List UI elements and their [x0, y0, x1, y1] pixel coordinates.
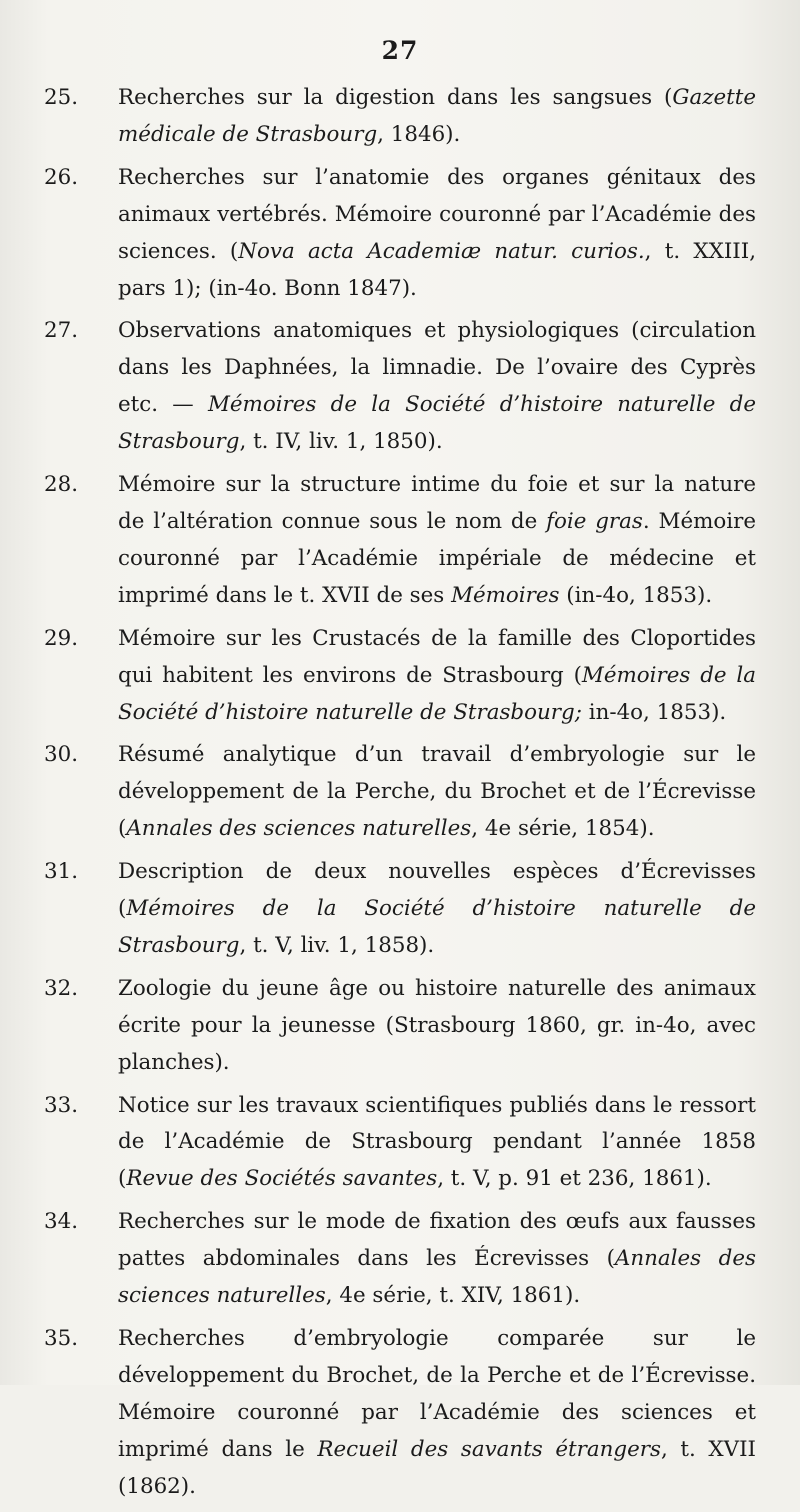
- entry-text: Notice sur les travaux scientifiques publiés dans le ressort de l’Académie de Strasbourg pendant l’année 1858 (: [118, 1092, 756, 1192]
- list-item: [44, 467, 756, 615]
- list-item: [44, 1321, 756, 1506]
- list-item: [44, 854, 756, 965]
- entry-number: 27.: [44, 318, 79, 344]
- entry-tail-2: (in-4o, 1853).: [559, 582, 713, 608]
- entry-italic: Mémoires de la Société d’histoire naturelle de Strasbourg: [118, 896, 756, 958]
- entry-number: 30.: [44, 742, 79, 768]
- list-item: [44, 160, 756, 308]
- entry-text: Mémoire sur les Crustacés de la famille des Cloportides qui habitent les environs de Strasbourg (: [118, 625, 756, 688]
- entry-text: Recherches sur la digestion dans les sangsues (: [118, 85, 673, 110]
- entry-italic: Nova acta Academiæ natur. curios.: [238, 238, 645, 264]
- list-item: [44, 80, 756, 154]
- entry-tail: , 4e série, t. XIV, 1861).: [325, 1283, 581, 1309]
- entry-tail: in-4o, 1853).: [581, 699, 727, 725]
- entry-text: Recherches d’embryologie comparée sur le développement du Brochet, de la Perche et de l’Écrevisse. Mémoire couronné par l’Académie des sciences et imprimé dans le: [118, 1326, 756, 1462]
- entry-italic: Revue des Sociétés savantes: [126, 1166, 438, 1192]
- entry-number: 29.: [44, 625, 79, 651]
- bibliography-list: [44, 80, 756, 1512]
- entry-text: Recherches sur l’anatomie des organes génitaux des animaux vertébrés. Mémoire couronné par l’Académie des sciences. (: [118, 164, 756, 264]
- entry-tail: , t. V, p. 91 et 236, 1861).: [437, 1166, 712, 1192]
- entry-italic: Annales des sciences naturelles: [126, 816, 472, 842]
- entry-text: Description de deux nouvelles espèces d’Écrevisses (: [118, 859, 756, 922]
- list-item: [44, 313, 756, 461]
- entry-italic-2: Mémoires: [451, 582, 560, 608]
- entry-text: Zoologie du jeune âge ou histoire naturelle des animaux écrite pour la jeunesse (Strasbourg 1860, gr. in-4o, avec planches).: [118, 975, 756, 1075]
- entry-tail: , t. XVII (1862).: [118, 1436, 756, 1499]
- entry-tail: , t. V, liv. 1, 1858).: [239, 932, 435, 958]
- entry-tail: , 4e série, 1854).: [471, 816, 655, 842]
- entry-text: Recherches sur le mode de fixation des œufs aux fausses pattes abdominales dans les Écrevisses (: [118, 1209, 756, 1272]
- entry-italic: Annales des sciences naturelles: [118, 1246, 756, 1309]
- entry-number: 25.: [44, 85, 79, 110]
- entry-italic: Mémoires de la Société d’histoire naturelle de Strasbourg: [118, 392, 756, 455]
- page-number: 27: [381, 36, 419, 65]
- entry-number: 35.: [44, 1326, 79, 1351]
- list-item: [44, 621, 756, 732]
- entry-text: Résumé analytique d’un travail d’embryologie sur le développement de la Perche, du Brochet et de l’Écrevisse (: [118, 742, 756, 842]
- entry-tail: , t. IV, liv. 1, 1850).: [239, 429, 443, 455]
- entry-number: 33.: [44, 1092, 79, 1118]
- entry-number: 28.: [44, 472, 79, 498]
- list-item: [44, 737, 756, 848]
- entry-number: 31.: [44, 859, 79, 885]
- entry-italic: foie gras: [546, 508, 643, 534]
- list-item: [44, 1088, 756, 1199]
- entry-tail: . Mémoire couronné par l’Académie impériale de médecine et imprimé dans le t. XVII de ses: [118, 508, 756, 608]
- entry-tail: , t. XXIII, pars 1); (in-4o. Bonn 1847).: [118, 238, 757, 301]
- entry-number: 32.: [44, 975, 79, 1001]
- entry-number: 26.: [44, 164, 79, 190]
- entry-italic: Mémoires de la Société d’histoire naturelle de Strasbourg;: [118, 662, 756, 725]
- list-item: [44, 971, 756, 1082]
- entry-number: 34.: [44, 1209, 79, 1235]
- entry-text: Mémoire sur la structure intime du foie et sur la nature de l’altération connue sous le nom de: [118, 472, 756, 534]
- entry-tail: , 1846).: [377, 121, 461, 147]
- entry-text: Observations anatomiques et physiologiques (circulation dans les Daphnées, la limnadie. De l’ovaire des Cyprès etc. —: [118, 318, 756, 418]
- entry-italic: Recueil des savants étrangers: [317, 1436, 661, 1462]
- entry-italic: Gazette médicale de Strasbourg: [118, 85, 756, 147]
- list-item: [44, 1204, 756, 1315]
